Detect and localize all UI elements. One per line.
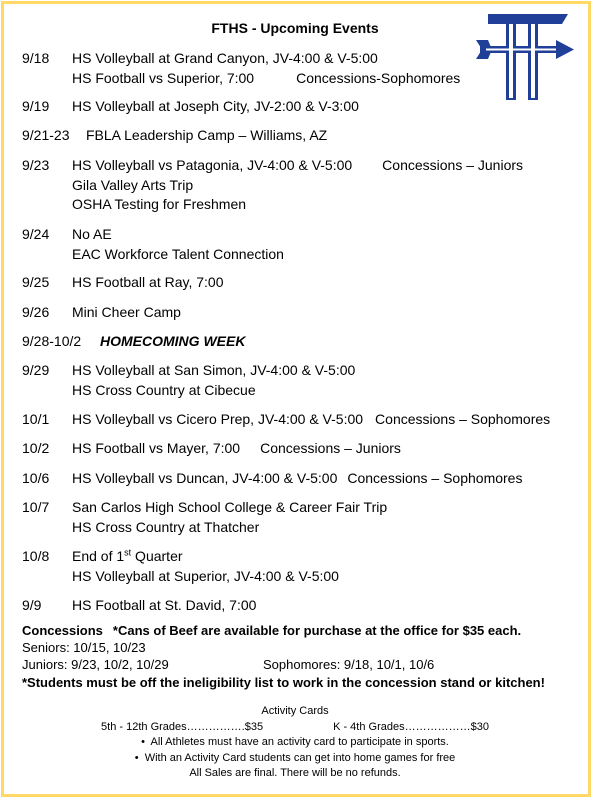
concessions-tag: Concessions – Juniors	[382, 157, 524, 173]
concessions-heading-line	[22, 622, 521, 640]
eligibility-note: *Students must be off the ineligibility list to work in the concession stand or kitchen!	[22, 675, 545, 690]
price-grades-5-12: 5th - 12th Grades…………….$35	[101, 720, 264, 733]
bullet-icon: •	[141, 736, 145, 748]
home-games-note: With an Activity Card students can get into home games for free	[144, 751, 456, 764]
event-date: 9/24	[22, 226, 50, 242]
event-date: 9/25	[22, 274, 50, 290]
event-line: San Carlos High School College & Career Fair Trip	[72, 499, 388, 515]
ft-arrow-logo-icon	[476, 12, 576, 100]
event-line: Gila Valley Arts Trip	[72, 176, 194, 193]
seniors-schedule: Seniors: 10/15, 10/23	[22, 640, 146, 655]
event-date: 10/7	[22, 499, 50, 515]
concessions-tag: Concessions – Juniors	[260, 440, 401, 456]
event-date: 9/23	[22, 157, 50, 173]
event-line: HS Volleyball vs Patagonia, JV-4:00 & V-5:00	[72, 157, 353, 173]
event-line: HS Volleyball at Grand Canyon, JV-4:00 & V-5:00	[72, 50, 378, 66]
bullet-icon: •	[134, 751, 139, 764]
price-grades-k-4: K - 4th Grades………………$30	[333, 720, 489, 733]
concessions-tag: Concessions – Sophomores	[375, 411, 551, 427]
ordinal-suffix: st	[124, 547, 132, 558]
no-refunds-note: All Sales are final. There will be no refunds.	[189, 767, 401, 779]
event-line: HS Volleyball at Superior, JV-4:00 & V-5:00	[72, 567, 339, 584]
event-date: 10/8	[22, 548, 50, 564]
event-date: 10/1	[22, 411, 50, 427]
homecoming-week-label: HOMECOMING WEEK	[100, 333, 246, 349]
event-date: 10/6	[22, 470, 50, 486]
event-line: HS Volleyball vs Cicero Prep, JV-4:00 & V-5:00	[72, 411, 364, 427]
concessions-tag: Concessions-Sophomores	[296, 69, 461, 86]
event-line: HS Cross Country at Cibecue	[72, 381, 256, 398]
event-line: End of 1	[72, 548, 125, 564]
event-date: 9/19	[22, 98, 50, 114]
event-date: 9/21-23	[22, 127, 70, 143]
event-line: No AE	[72, 226, 112, 242]
concessions-tag: Concessions – Sophomores	[347, 470, 523, 486]
event-line: FBLA Leadership Camp – Williams, AZ	[86, 127, 328, 143]
event-line: HS Football at Ray, 7:00	[72, 274, 224, 290]
juniors-schedule: Juniors: 9/23, 10/2, 10/29	[22, 657, 169, 672]
event-line: HS Volleyball at Joseph City, JV-2:00 & V-3:00	[72, 98, 359, 114]
event-line: OSHA Testing for Freshmen	[72, 196, 247, 212]
event-date: 9/26	[22, 304, 50, 320]
page-title: FTHS - Upcoming Events	[211, 20, 379, 36]
activity-cards-title: Activity Cards	[261, 705, 329, 717]
event-line: HS Cross Country at Thatcher	[72, 518, 260, 535]
event-date: 10/2	[22, 440, 50, 456]
event-line: HS Volleyball vs Duncan, JV-4:00 & V-5:00	[72, 470, 338, 486]
event-date: 9/18	[22, 50, 50, 66]
event-line: HS Volleyball at San Simon, JV-4:00 & V-5:00	[72, 362, 356, 378]
event-line: EAC Workforce Talent Connection	[72, 245, 284, 262]
event-date: 9/9	[22, 597, 42, 613]
event-line: HS Football at St. David, 7:00	[72, 597, 257, 613]
event-line: HS Football vs Mayer, 7:00	[72, 440, 241, 456]
event-date: 9/28-10/2	[22, 333, 82, 349]
event-line: HS Football vs Superior, 7:00	[72, 69, 255, 86]
event-line: Quarter	[131, 548, 183, 564]
event-date: 9/29	[22, 362, 50, 378]
beef-note: *Cans of Beef are available for purchase at the office for $35 each.	[112, 623, 522, 638]
sophomores-schedule: Sophomores: 9/18, 10/1, 10/6	[263, 657, 435, 672]
activity-cards-section	[0, 704, 590, 782]
event-line: Mini Cheer Camp	[72, 304, 181, 320]
athlete-card-note: All Athletes must have an activity card to participate in sports.	[150, 736, 449, 748]
concessions-heading: Concessions	[22, 623, 103, 638]
